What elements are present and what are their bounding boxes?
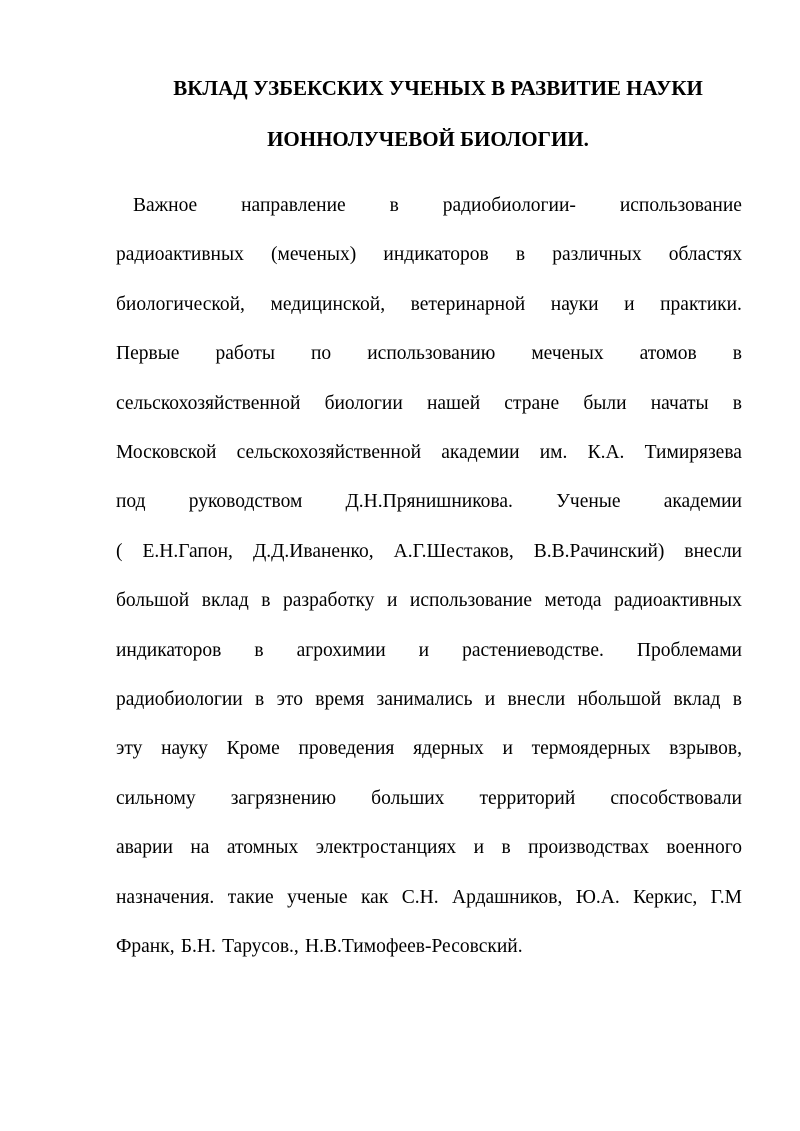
body-word: и (418, 640, 430, 661)
body-line (116, 687, 742, 713)
body-word: ядерных (413, 738, 484, 759)
body-word: в (515, 244, 526, 265)
body-word: внесли (507, 689, 566, 710)
body-word: проведения (298, 738, 395, 759)
body-word: внесли (684, 541, 742, 562)
body-word: вклад (673, 689, 721, 710)
body-word: и (386, 590, 398, 611)
body-word: биологии (324, 393, 403, 414)
body-word: в (389, 195, 399, 216)
body-word: в (255, 689, 265, 710)
body-line (116, 292, 742, 318)
body-word: различных (552, 244, 642, 265)
body-line (133, 193, 742, 219)
body-word: метода (544, 590, 602, 611)
body-line (116, 835, 742, 861)
body-word: науки (550, 294, 599, 315)
body-word: Ю.А. (575, 887, 620, 908)
body-word: по (311, 343, 332, 364)
body-line (116, 638, 742, 664)
body-word: Г.М (710, 887, 742, 908)
body-word: сильному (116, 788, 196, 809)
body-word: радиобиологии (116, 689, 243, 710)
body-word: (меченых) (271, 244, 357, 265)
body-word: Тимирязева (644, 442, 742, 463)
body-word: Ученые (556, 491, 621, 512)
body-word: ветеринарной (410, 294, 526, 315)
body-line (116, 489, 742, 515)
body-word: Первые (116, 343, 180, 364)
body-word: Проблемами (636, 640, 742, 661)
body-line (116, 391, 742, 417)
body-line (116, 588, 742, 614)
body-word: больших (371, 788, 445, 809)
body-line (116, 242, 742, 268)
body-word: направление (241, 195, 346, 216)
body-line (116, 786, 742, 812)
body-word: биологической, (116, 294, 245, 315)
body-word: под (116, 491, 146, 512)
body-word: разработку (283, 590, 375, 611)
body-word: меченых (531, 343, 604, 364)
body-word: производствах (528, 837, 649, 858)
body-word: областях (668, 244, 742, 265)
body-word: военного (666, 837, 742, 858)
body-word: медицинской, (270, 294, 386, 315)
body-word: на (190, 837, 210, 858)
body-word: С.Н. (401, 887, 439, 908)
body-word: Д.Д.Иваненко, (252, 541, 374, 562)
body-word: руководством (188, 491, 303, 512)
body-word: в (501, 837, 511, 858)
body-word: растениеводстве. (462, 640, 604, 661)
body-word: сельскохозяйственной (116, 393, 301, 414)
body-word: в (732, 343, 742, 364)
body-word: загрязнению (230, 788, 337, 809)
body-word: и (624, 294, 635, 315)
body-word: радиобиологии- (442, 195, 576, 216)
document-title-line-2: ИОННОЛУЧЕВОЙ БИОЛОГИИ. (267, 127, 589, 151)
body-word: и (473, 837, 485, 858)
body-word: индикаторов (383, 244, 489, 265)
body-word: науку (161, 738, 208, 759)
body-word: им. (539, 442, 568, 463)
body-word: термоядерных (531, 738, 651, 759)
body-word: и (502, 738, 513, 759)
body-word: и (484, 689, 496, 710)
body-word: использование (619, 195, 742, 216)
body-word: В.В.Рачинский) (533, 541, 665, 562)
body-word: электростанциях (315, 837, 457, 858)
body-word: А.Г.Шестаков, (393, 541, 514, 562)
body-word: Московской (116, 442, 217, 463)
body-word: нашей (426, 393, 481, 414)
body-word: Ардашников, (452, 887, 563, 908)
body-word: агрохимии (296, 640, 386, 661)
body-line (116, 341, 742, 367)
body-word: в (732, 393, 742, 414)
body-word: Б.Н. (180, 936, 216, 957)
body-word: Тарусов., (222, 936, 299, 957)
body-word: эту (116, 738, 143, 759)
body-word: занимались (376, 689, 473, 710)
body-word: территорий (479, 788, 576, 809)
body-word: вклад (201, 590, 249, 611)
body-word: атомных (226, 837, 299, 858)
body-word: начаты (650, 393, 709, 414)
body-word: аварии (116, 837, 173, 858)
body-line (116, 885, 742, 911)
body-word: ученые (287, 887, 348, 908)
body-word: взрывов, (669, 738, 742, 759)
body-word: большой (116, 590, 190, 611)
body-line (116, 539, 742, 565)
body-word: использованию (367, 343, 496, 364)
body-word: были (583, 393, 627, 414)
body-word: в (254, 640, 264, 661)
body-word: индикаторов (116, 640, 222, 661)
body-word: академии (663, 491, 742, 512)
body-word: радиоактивных (614, 590, 742, 611)
body-word: ( (116, 541, 123, 562)
body-word: в (732, 689, 742, 710)
body-word: назначения. (116, 887, 215, 908)
body-word: сельскохозяйственной (236, 442, 422, 463)
body-line (116, 736, 742, 762)
body-word: Кроме (226, 738, 280, 759)
body-line (116, 440, 742, 466)
body-word: использование (409, 590, 533, 611)
body-word: время (315, 689, 365, 710)
body-word: Франк, (116, 936, 175, 957)
body-word: нбольшой (577, 689, 662, 710)
body-word: Керкис, (633, 887, 698, 908)
body-word: работы (215, 343, 275, 364)
body-word: Е.Н.Гапон, (142, 541, 233, 562)
body-word: Н.В.Тимофеев-Ресовский. (305, 936, 523, 957)
body-word: такие (227, 887, 274, 908)
body-word: академии (441, 442, 520, 463)
body-word: стране (504, 393, 560, 414)
body-word: К.А. (587, 442, 625, 463)
body-word: Важное (133, 195, 198, 216)
body-word: как (360, 887, 389, 908)
body-word: это (276, 689, 303, 710)
body-line (116, 934, 742, 960)
document-title-line-1: ВКЛАД УЗБЕКСКИХ УЧЕНЫХ В РАЗВИТИЕ НАУКИ (173, 76, 703, 100)
body-word: практики. (660, 294, 742, 315)
body-word: Д.Н.Прянишникова. (345, 491, 513, 512)
body-word: способствовали (610, 788, 742, 809)
body-word: радиоактивных (116, 244, 244, 265)
body-word: атомов (639, 343, 697, 364)
body-word: в (261, 590, 271, 611)
